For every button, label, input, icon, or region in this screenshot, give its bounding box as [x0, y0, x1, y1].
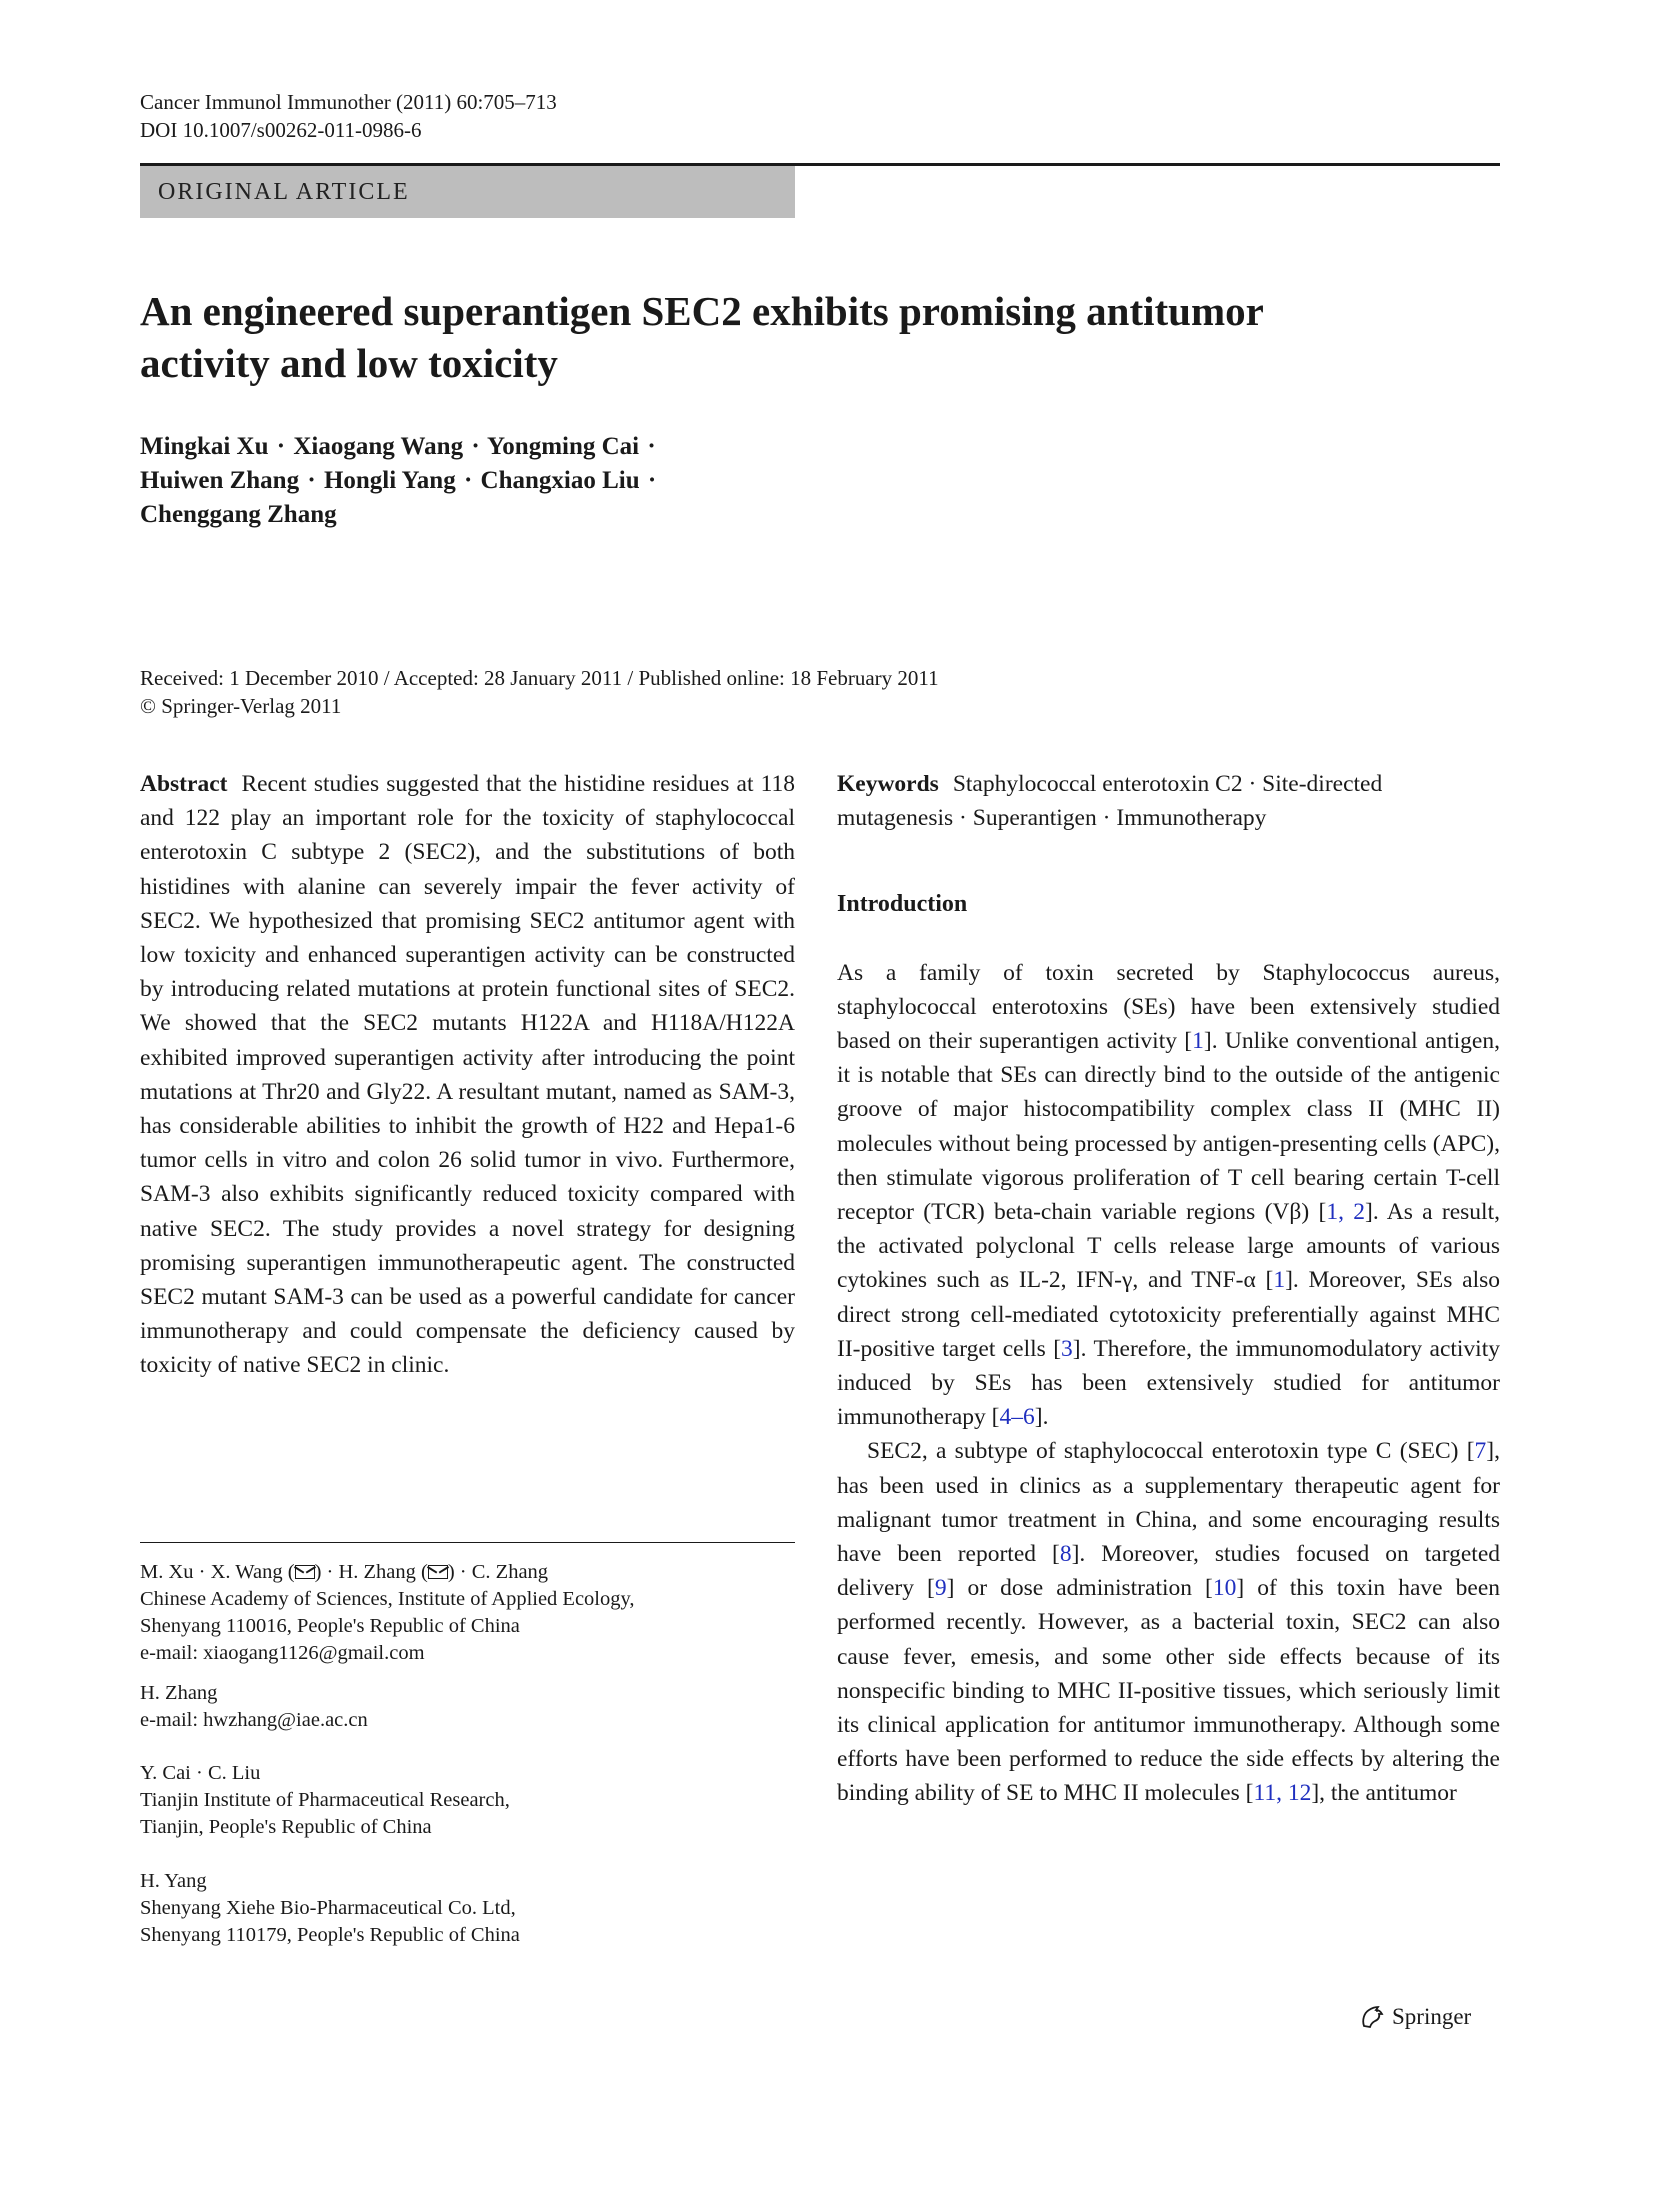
affiliation-rule [140, 1542, 795, 1543]
affiliation-institution: Tianjin Institute of Pharmaceutical Research, [140, 1789, 510, 1811]
paragraph-text: ]. Moreover, studies focused on targeted delivery [ [837, 1541, 1500, 1602]
article-type-band: ORIGINAL ARTICLE [140, 166, 795, 218]
article-dates [140, 664, 939, 720]
introduction-paragraph-1 [837, 956, 1500, 1435]
keywords-text: Staphylococcal enterotoxin C2 · Site-directed mutagenesis · Superantigen · Immunotherapy [837, 771, 1383, 832]
affiliation-names-part: ) · C. Zhang [447, 1561, 549, 1583]
citation-link[interactable]: 8 [1059, 1541, 1072, 1568]
paragraph-text: ]. Unlike conventional antigen, it is notable that SEs can directly bind to the outside of the antigenic groove of major histocompatibility complex class II (MHC II) molecules without being processed by antigen-presenting cells (APC), then stimulate vigorous proliferation of T cell bearing certain T-cell receptor (TCR) beta-chain variable regions (Vβ) [ [837, 1028, 1500, 1226]
abstract-text: Recent studies suggested that the histidine residues at 118 and 122 play an important role for the toxicity of staphylococcal enterotoxin C subtype 2 (SEC2), and the substitutions of both histidines with alanine can severely impair the fever activity of SEC2. We hypothesized that promising SEC2 antitumor agent with low toxicity and enhanced superantigen activity can be constructed by introducing related mutations at protein functional sites of SEC2. We showed that the SEC2 mutants H122A and H118A/H122A exhibited improved superantigen activity after introducing the point mutations at Thr20 and Gly22. A resultant mutant, named as SAM-3, has considerable abilities to inhibit the growth of H22 and Hepa1-6 tumor cells in vitro and colon 26 solid tumor in vivo. Furthermore, SAM-3 also exhibits significantly reduced toxicity compared with native SEC2. The study provides a novel strategy for designing promising superantigen immunotherapeutic agent. The constructed SEC2 mutant SAM-3 can be used as a powerful candidate for cancer immunotherapy and could compensate the deficiency caused by toxicity of native SEC2 in clinic. [140, 771, 795, 1379]
paragraph-text: ] of this toxin have been performed recently. However, as a bacterial toxin, SEC2 can also cause fever, emesis, and some other side effects because of its nonspecific binding to MHC II-positive tissues, which seriously limit its clinical application for antitumor immunotherapy. Although some efforts have been performed to reduce the side effects by altering the binding ability of SE to MHC II molecules [ [837, 1575, 1500, 1807]
citation-link[interactable]: 9 [934, 1575, 947, 1602]
paragraph-text: ] or dose administration [ [946, 1575, 1213, 1602]
author-separator: · [471, 433, 480, 460]
author-name: Chenggang Zhang [140, 501, 337, 528]
introduction-paragraph-2 [837, 1434, 1500, 1810]
citation-link[interactable]: 3 [1061, 1335, 1073, 1362]
citation-link[interactable]: 11, 12 [1253, 1780, 1312, 1807]
affiliation-address: Shenyang 110179, People's Republic of China [140, 1924, 520, 1946]
affiliation-address: Shenyang 110016, People's Republic of China [140, 1615, 520, 1637]
introduction-heading: Introduction [837, 891, 968, 918]
citation-link[interactable]: 10 [1212, 1575, 1237, 1602]
citation-link[interactable]: 4–6 [999, 1404, 1035, 1431]
author-name: Huiwen Zhang [140, 467, 300, 494]
paragraph-text: ]. Moreover, SEs also direct strong cell-mediated cytotoxicity preferentially against MHC II-positive target cells [ [837, 1267, 1501, 1362]
author-separator: · [463, 467, 473, 494]
springer-horse-icon [1358, 2004, 1386, 2030]
date-separator: / [622, 666, 639, 690]
author-name: Mingkai Xu [140, 433, 269, 460]
author-separator: · [307, 467, 316, 494]
affiliation-2 [140, 1680, 795, 1734]
paragraph-text: SEC2, a subtype of staphylococcal enterotoxin type C (SEC) [ [867, 1438, 1475, 1465]
affiliation-3 [140, 1760, 795, 1841]
paragraph-text: ], has been used in clinics as a supplementary therapeutic agent for malignant tumor treatment in China, and some encouraging results have been reported [ [837, 1438, 1500, 1568]
paragraph-text: ]. [1034, 1404, 1049, 1431]
citation-link[interactable]: 1 [1192, 1028, 1204, 1055]
author-line-3 [140, 498, 1040, 532]
paragraph-text: ]. As a result, the activated polyclonal T cells release large amounts of various cytokines such as IL-2, IFN-γ, and TNF-α [ [837, 1199, 1500, 1294]
affiliation-names: Y. Cai · C. Liu [140, 1762, 261, 1784]
envelope-icon[interactable] [428, 1565, 448, 1579]
author-name: Changxiao Liu [480, 467, 640, 494]
publisher-logo [1358, 2004, 1471, 2030]
author-name: Xiaogang Wang [293, 433, 464, 460]
keywords [837, 767, 1500, 835]
left-column [140, 767, 795, 1383]
affiliation-names: H. Zhang [140, 1682, 218, 1704]
affiliation-names-part: ) · H. Zhang ( [314, 1561, 428, 1583]
abstract-label: Abstract [140, 771, 228, 797]
citation-link[interactable]: 7 [1474, 1438, 1487, 1465]
right-column [837, 767, 1500, 1811]
affiliation-names [140, 1559, 795, 1586]
journal-info [140, 88, 557, 144]
author-line-2 [140, 464, 1040, 498]
paragraph-text: As a family of toxin secreted by Staphylococcus aureus, staphylococcal enterotoxins (SEs) have been extensively studied based on their superantigen activity [ [837, 959, 1500, 1055]
author-separator: · [647, 433, 656, 460]
title-line-2: activity and low toxicity [140, 340, 558, 386]
accepted-date: Accepted: 28 January 2011 [393, 666, 623, 690]
title-line-1: An engineered superantigen SEC2 exhibits promising antitumor [140, 288, 1264, 334]
article-title [140, 285, 1440, 389]
published-date: Published online: 18 February 2011 [638, 666, 939, 690]
envelope-icon[interactable] [295, 1565, 315, 1579]
affiliation-institution: Chinese Academy of Sciences, Institute of Applied Ecology, [140, 1588, 635, 1610]
copyright: © Springer-Verlag 2011 [140, 694, 342, 718]
author-name: Hongli Yang [323, 467, 456, 494]
author-line-1 [140, 430, 1040, 464]
date-separator: / [378, 666, 394, 690]
author-name: Yongming Cai [487, 433, 640, 460]
affiliation-4 [140, 1868, 795, 1949]
author-separator: · [647, 467, 657, 494]
journal-citation: Cancer Immunol Immunother (2011) 60:705–713 [140, 90, 557, 114]
article-page [140, 0, 1500, 2197]
affiliation-names-part: M. Xu · X. Wang ( [140, 1561, 295, 1583]
citation-link[interactable]: 1 [1273, 1267, 1286, 1294]
affiliation-address: Tianjin, People's Republic of China [140, 1816, 432, 1838]
affiliation-names: H. Yang [140, 1870, 207, 1892]
keywords-label: Keywords [837, 771, 939, 797]
received-date: Received: 1 December 2010 [140, 666, 379, 690]
history-dates [140, 664, 939, 692]
affiliation-institution: Shenyang Xiehe Bio-Pharmaceutical Co. Ltd, [140, 1897, 516, 1919]
author-list [140, 430, 1040, 532]
affiliation-1 [140, 1559, 795, 1667]
paragraph-text: ], the antitumor [1311, 1780, 1457, 1807]
paragraph-text: ]. Therefore, the immunomodulatory activity induced by SEs has been extensively studied for antitumor immunotherapy [ [837, 1335, 1500, 1431]
abstract [140, 767, 795, 1383]
doi: DOI 10.1007/s00262-011-0986-6 [140, 118, 422, 142]
affiliation-email[interactable]: e-mail: hwzhang@iae.ac.cn [140, 1709, 368, 1731]
affiliation-email[interactable]: e-mail: xiaogang1126@gmail.com [140, 1642, 425, 1664]
author-separator: · [276, 433, 286, 460]
citation-link[interactable]: 1, 2 [1326, 1199, 1366, 1226]
publisher-name: Springer [1392, 2004, 1472, 2029]
